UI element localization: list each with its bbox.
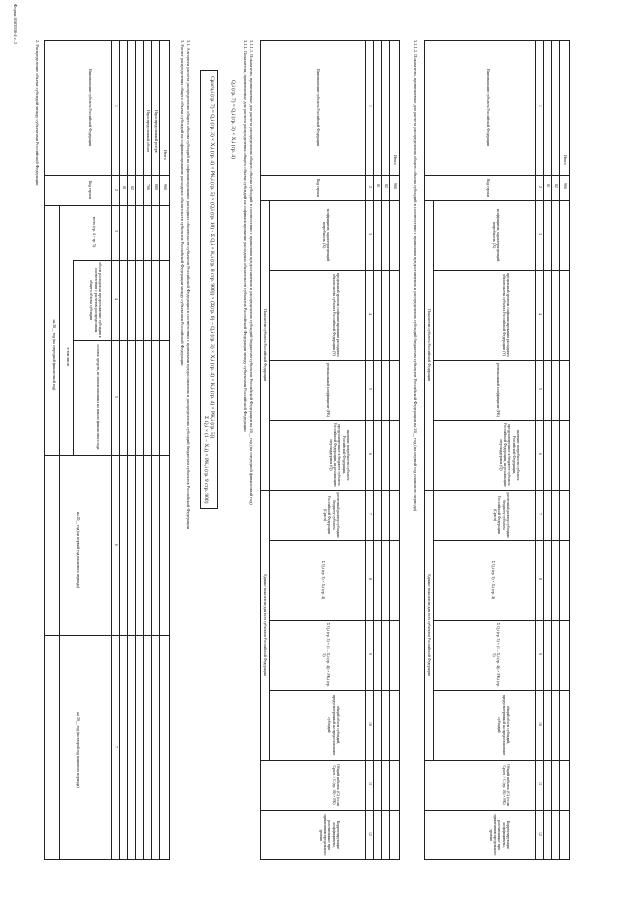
s3-c7: расчетный размер субсидии бюджету субъекта Российской Федерации (Cрасч) — [322, 492, 340, 538]
s1-num-2: 2 — [114, 189, 118, 191]
section4-title: 3.1.1.2. Показатели, применяемые для расчета распределения общего объема субсидий в соответствии с правилами предоставления и распределения субсидий бюджетам субъектов Российской Федерации на 20__ год (на первый год планового периода) — [413, 40, 418, 512]
s3-num-2: 2 — [368, 186, 372, 188]
s3-c9: Σ Q,i (гр. 3) × (1 – X,i (гр. 4)) × PK,i (гр. 5) — [321, 623, 330, 687]
s4-c9: Σ Q,i (гр. 3) × (1 – X,i (гр. 4)) × PK,i (гр. 5) — [491, 623, 500, 687]
s3-c8: Σ Q,i (гр. 3) × X,i (гр. 4) — [321, 560, 325, 600]
s1-num-5: 5 — [114, 396, 118, 398]
s3-c11: Общий избыток (C) (если Cрасч > С (гр. 10) × PK) — [331, 764, 340, 806]
s3-col-name: Наименование субъекта Российской Федерации — [316, 68, 320, 147]
section2-note1: 3. Расчет распределения общего объема субсидий на софинансирование расходных обязательств субъектов Российской Федерации между субъектами Российской Федерации — [180, 40, 185, 366]
s3-c6: значение потребности субъекта Российской Федерации, предусмотренное в бюджете субъекта Российской Федерации, на реализацию мер поддержки (Q) — [328, 423, 350, 487]
s4-col-name: Наименование субъекта Российской Федерации — [486, 68, 490, 147]
s4-row-code: 900 — [563, 183, 567, 189]
section1-title: 2. Распределение объема субсидий между субъектами Российской Федерации — [35, 40, 40, 186]
s4-c11: Общий избыток (C) (если Cрасч > С (гр. 10) × PK) — [501, 764, 510, 806]
s1-footer-label: Нераспределенный резерв — [154, 110, 158, 153]
s4-num-8: 8 — [538, 578, 542, 580]
s4-num-6: 6 — [538, 453, 542, 455]
s1-num-6: 6 — [114, 544, 118, 546]
s3-num-8: 8 — [368, 578, 372, 580]
s4-c10: общий объем субсидий, предусмотренный на предоставление субсидий — [497, 694, 510, 756]
s3-group1: Показатели субъекта Российской Федерации — [263, 308, 267, 382]
s4-group1: Показатели субъекта Российской Федерации — [427, 308, 431, 382]
s1-num-3: 3 — [114, 230, 118, 232]
s1-year2: на 20__ год (на первый год планового периода) — [76, 511, 80, 589]
formula-main — [200, 70, 218, 509]
s4-row-code: 02 — [554, 184, 558, 188]
s1-num-4: 4 — [114, 298, 118, 300]
s3-row-code: 01 — [376, 184, 380, 188]
s1-row-code: 02 — [130, 186, 134, 190]
s1-col-code: Код строки — [88, 180, 92, 200]
s4-c5: региональный коэффициент (PK) — [496, 363, 500, 417]
s4-num-4: 4 — [538, 313, 542, 315]
s3-row-code: 02 — [384, 184, 388, 188]
s1-footer-label: Нераспределенный объем — [146, 110, 150, 152]
s1-sub-b: остаток средств, не использованных на начало финансового года — [96, 344, 100, 450]
s1-col-name: Наименование субъекта Российской Федерации — [88, 68, 92, 147]
s3-num-12: 12 — [368, 832, 372, 836]
s1-sub-total: всего (гр. 4 + гр. 5) — [92, 216, 96, 248]
s1-footer-label: Итого — [163, 150, 167, 160]
s4-num-9: 9 — [538, 653, 542, 655]
s1-footer-code: 700 — [146, 184, 150, 190]
s3-num-10: 10 — [368, 722, 372, 726]
s1-footer-code: 800 — [154, 184, 158, 190]
s3-c4: предельный уровень софинансирования расходного обязательства субъекта Российской Федерации (Y) — [331, 273, 340, 357]
s1-year1: на 20__ год (на очередной финансовый год) — [52, 319, 56, 391]
section3-title1: 3.1.1. Показатели, применяемые для расчета распределения общего объема субсидий на софинансирование расходных обязательств субъектов Российской Федерации между субъектами Российской Федерации — [243, 40, 248, 432]
s4-c3: коэффициент, характеризующий потребность (X) — [491, 208, 500, 262]
s3-num-4: 4 — [368, 313, 372, 315]
s3-col-code: Код строки — [316, 178, 320, 198]
s1-sub-incl: в том числе — [66, 347, 70, 367]
s3-num-6: 6 — [368, 453, 372, 455]
s4-num-10: 10 — [538, 722, 542, 726]
s3-num-3: 3 — [368, 233, 372, 235]
s4-total-label: Итого — [563, 155, 567, 165]
s3-total-label: Итого — [393, 155, 397, 165]
s1-footer-code: 900 — [163, 184, 167, 190]
formula-numerator: Cрасч,i (гр. 7) = Q,i (гр. 3) × X,i (гр. 4) × PK,i (гр. 5) × (Q,i (гр. 10) - Σ Q,i × K,i (гр. 8 стр. 900)) × (Σ(гр. 6) − Q,i (гр. 3) × X,i (гр. 4) × K,i (гр. 4) × PK,i (гр. 5)) — [209, 76, 215, 439]
s1-year3: на 20__ год (на второй год планового периода) — [76, 712, 80, 788]
s4-num-11: 11 — [538, 782, 542, 786]
s4-group2: Единые показатели для всех субъектов Российской Федерации — [427, 574, 431, 676]
s3-num-5: 5 — [368, 388, 372, 390]
section3-title2: 3.1.1.1. Показатели, применяемые для расчета распределения общего объема субсидий в соответствии с правилами предоставления и распределения субсидий бюджетам субъектов Российской Федерации на 20__ год (на очередной финансовый год) — [249, 40, 254, 505]
s3-row-code: 900 — [393, 183, 397, 189]
s4-num-1: 1 — [538, 105, 542, 107]
s1-row-code: 01 — [122, 186, 126, 190]
s3-c12: Корректирующие коэффициенты, рассчитанные при применении предельного уровня — [318, 814, 340, 856]
s4-num-5: 5 — [538, 388, 542, 390]
s3-group2: Единые показатели для всех субъектов Российской Федерации — [263, 574, 267, 676]
s4-num-7: 7 — [538, 513, 542, 515]
section2-note2: 3.1. Алгоритм расчета распределения общего объема субсидий на софинансирование расходных обязательств субъектов Российской Федерации в соответствии с правилами предоставления и распределения субсидий бюджетам субъектов Российской Федерации — [186, 40, 191, 530]
s3-num-1: 1 — [368, 105, 372, 107]
s4-col-code: Код строки — [486, 178, 490, 198]
s1-num-7: 7 — [114, 746, 118, 748]
s3-c3: коэффициент, характеризующий потребность (X) — [321, 208, 330, 262]
s4-c6: значение потребности субъекта Российской Федерации, предусмотренное в бюджете субъекта Российской Федерации, на реализацию мер поддержки (Q) — [498, 423, 520, 487]
s4-c4: предельный уровень софинансирования расходного обязательства субъекта Российской Федерации (Y) — [501, 273, 510, 357]
s3-c10: общий объем субсидий, предусмотренный на предоставление субсидий — [327, 694, 340, 756]
s1-sub-a: объем расходов на предоставление субсидии в соответствии с расчетом распределения общего объема субсидии — [89, 262, 102, 338]
s3-num-9: 9 — [368, 653, 372, 655]
form-reference: Форма 0503930-4 с. 2 — [13, 4, 18, 45]
s3-num-11: 11 — [368, 782, 372, 786]
s1-num-1: 1 — [114, 105, 118, 107]
formula-denominator: Σ Q,i × (1 – X,i) × PK,i (гр. 9 стр. 900) — [203, 416, 209, 504]
s4-c7: расчетный размер субсидии бюджету субъекта Российской Федерации (Cрасч) — [492, 492, 510, 538]
s4-num-2: 2 — [538, 186, 542, 188]
s3-c5: региональный коэффициент (PK) — [326, 363, 330, 417]
formula-secondary: Q,i (гр. 7) = Q,i (гр. 3) × X,i (гр. 4) — [230, 80, 236, 159]
s4-row-code: 01 — [546, 184, 550, 188]
s4-c8: Σ Q,i (гр. 3) × X,i (гр. 4) — [491, 560, 495, 600]
s4-c12: Корректирующие коэффициенты, рассчитанные при применении предельного уровня — [488, 814, 510, 856]
s4-num-12: 12 — [538, 832, 542, 836]
s4-num-3: 3 — [538, 233, 542, 235]
s3-num-7: 7 — [368, 513, 372, 515]
